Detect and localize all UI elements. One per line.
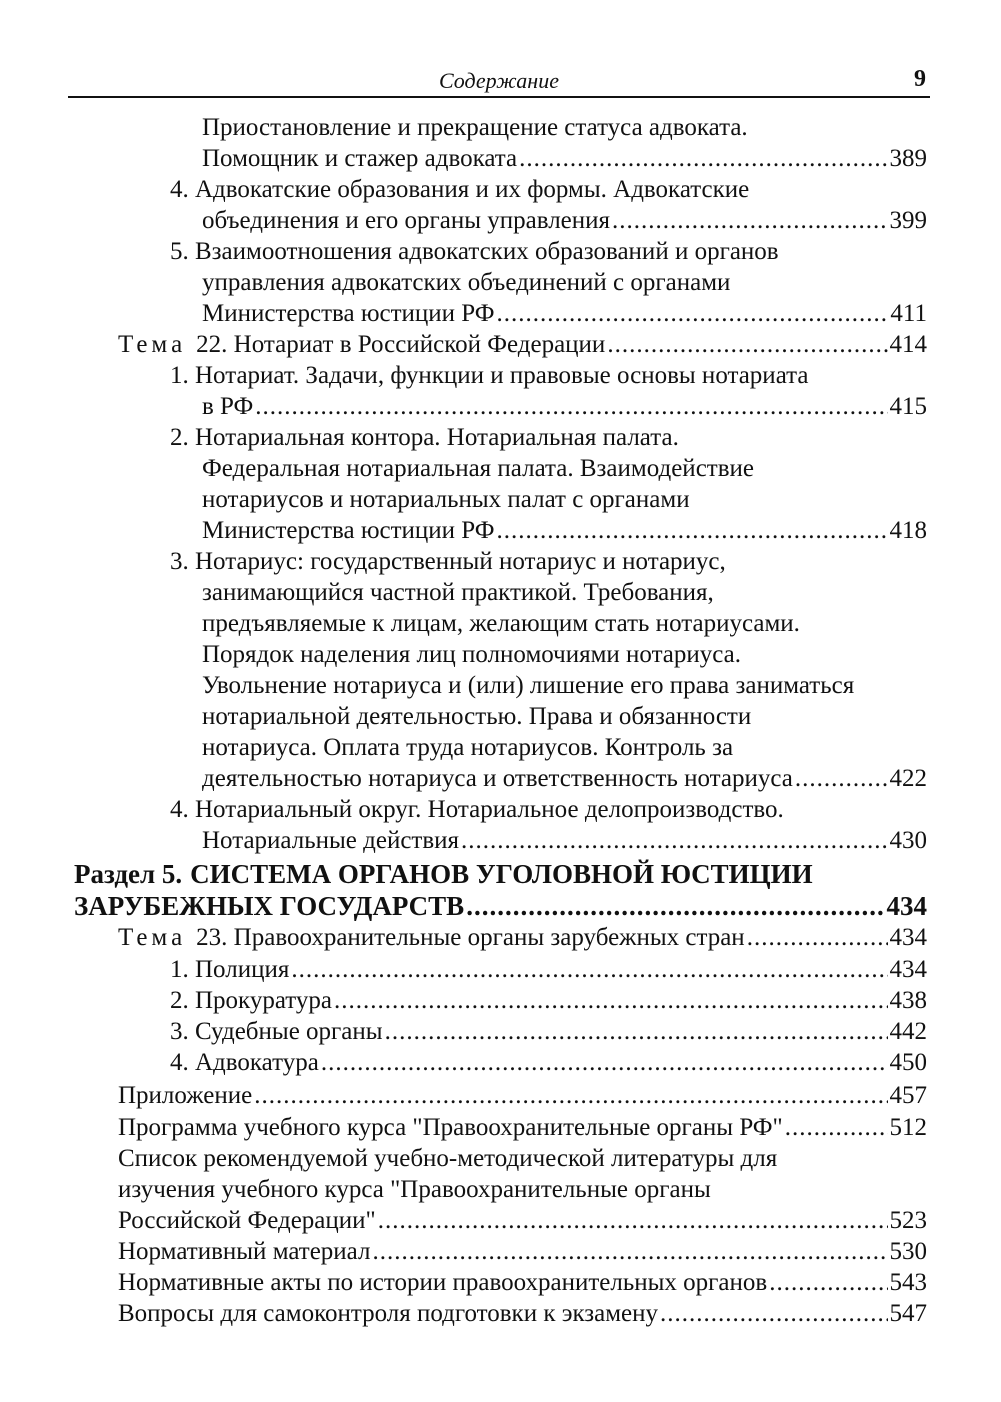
toc-entry[interactable]: 4. Адвокатура ..... 450 [170,1047,927,1079]
leader-dots [519,143,887,175]
toc-entry[interactable]: 3. Судебные органы ..... 442 [170,1016,927,1048]
section-title: СИСТЕМА ОРГАНОВ УГОЛОВНОЙ ЮСТИЦИИ [190,859,813,889]
leader-dots [321,1047,888,1079]
section-heading [74,858,813,890]
toc-entry[interactable]: Нотариальные действия ..... 430 [202,825,927,857]
toc-page-number: 411 [890,300,927,327]
running-title: Содержание [438,68,559,93]
leader-dots [461,825,887,857]
toc-line: занимающийся частной практикой. Требования, [202,579,714,606]
toc-page-number: 547 [889,1300,927,1327]
leader-dots [612,205,887,237]
toc-line: 3. Нотариус: государственный нотариус и нотариус, [170,548,726,575]
leader-dots [607,329,887,361]
toc-entry[interactable]: Приложение ..... 457 [118,1080,927,1112]
toc-page-number: 422 [889,765,927,792]
toc-entry-topic[interactable]: Тема 23. Правоохранительные органы зарубежных стран ..... 434 [118,922,927,954]
toc-line: управления адвокатских объединений с органами [202,269,731,296]
toc-line: Список рекомендуемой учебно-методической литературы для [118,1145,778,1172]
toc-entry[interactable]: Нормативные акты по истории правоохранительных органов ..... 543 [118,1267,927,1299]
toc-page-number: 450 [889,1049,927,1076]
toc-entry[interactable]: деятельностью нотариуса и ответственность нотариуса ..... 422 [202,763,927,795]
leader-dots [372,1236,887,1268]
toc-page-number: 414 [889,331,927,358]
toc-page-number: 442 [889,1018,927,1045]
leader-dots [747,922,888,954]
toc-page-number: 523 [889,1207,927,1234]
toc-line: Приостановление и прекращение статуса адвоката. [202,114,748,141]
leader-dots [660,1298,887,1330]
toc-entry[interactable]: Помощник и стажер адвоката ..... 389 [202,143,927,175]
toc-page-number: 530 [889,1238,927,1265]
toc-page-number: 415 [889,393,927,420]
page-number: 9 [914,66,926,92]
leader-dots [334,985,888,1017]
toc-page-number: 434 [889,924,927,951]
toc-page-number: 457 [889,1082,927,1109]
leader-dots [795,763,888,795]
toc-line: нотариальной деятельностью. Права и обязанности [202,703,752,730]
leader-dots [497,515,888,547]
leader-dots [497,298,889,330]
leader-dots [255,391,887,423]
page-header [68,64,930,98]
toc-line: 4. Адвокатские образования и их формы. Адвокатские [170,176,750,203]
toc-entry[interactable]: 2. Прокуратура ..... 438 [170,985,927,1017]
toc-page-number: 389 [889,145,927,172]
toc-line: нотариусов и нотариальных палат с органами [202,486,690,513]
leader-dots [769,1267,887,1299]
section-prefix: Раздел 5. [74,859,183,889]
toc-line: 2. Нотариальная контора. Нотариальная палата. [170,424,679,451]
leader-dots [466,890,884,922]
toc-entry[interactable]: объединения и его органы управления ..... 399 [202,205,927,237]
toc-line: Порядок наделения лиц полномочиями нотариуса. [202,641,742,668]
toc-line: 1. Нотариат. Задачи, функции и правовые основы нотариата [170,362,809,389]
topic-label: Тема [118,924,187,951]
toc-page-number: 543 [889,1269,927,1296]
toc-line: предъявляемые к лицам, желающим стать нотариусами. [202,610,800,637]
toc-entry-section[interactable]: ЗАРУБЕЖНЫХ ГОСУДАРСТВ ..... 434 [74,890,927,922]
toc-page-number: 434 [886,891,927,921]
toc-page-number: 430 [889,827,927,854]
toc-line: нотариуса. Оплата труда нотариусов. Контроль за [202,734,734,761]
toc-page-number: 512 [889,1114,927,1141]
leader-dots [785,1112,888,1144]
toc-line: Федеральная нотариальная палата. Взаимодействие [202,455,754,482]
toc-page-number: 438 [889,987,927,1014]
toc-line: изучения учебного курса "Правоохранительные органы [118,1176,711,1203]
toc-page-number: 418 [889,517,927,544]
toc-line: 4. Нотариальный округ. Нотариальное делопроизводство. [170,796,784,823]
toc-entry[interactable]: в РФ ..... 415 [202,391,927,423]
toc-entry[interactable]: Министерства юстиции РФ ..... 418 [202,515,927,547]
toc-entry[interactable]: Программа учебного курса "Правоохранительные органы РФ" ..... 512 [118,1112,927,1144]
toc-entry[interactable]: Вопросы для самоконтроля подготовки к экзамену ..... 547 [118,1298,927,1330]
topic-label: Тема [118,331,187,358]
leader-dots [385,1016,888,1048]
toc-entry[interactable]: 1. Полиция ..... 434 [170,954,927,986]
toc-entry[interactable]: Министерства юстиции РФ ..... 411 [202,298,927,330]
leader-dots [378,1205,888,1237]
toc-line: Увольнение нотариуса и (или) лишение его права заниматься [202,672,855,699]
toc-page-number: 399 [889,207,927,234]
toc-entry-topic[interactable]: Тема 22. Нотариат в Российской Федерации ..... 414 [118,329,927,361]
toc-line: 5. Взаимоотношения адвокатских образований и органов [170,238,779,265]
toc-entry[interactable]: Российской Федерации" ..... 523 [118,1205,927,1237]
leader-dots [254,1080,887,1112]
leader-dots [291,954,887,986]
toc-page-number: 434 [889,956,927,983]
toc-entry[interactable]: Нормативный материал ..... 530 [118,1236,927,1268]
